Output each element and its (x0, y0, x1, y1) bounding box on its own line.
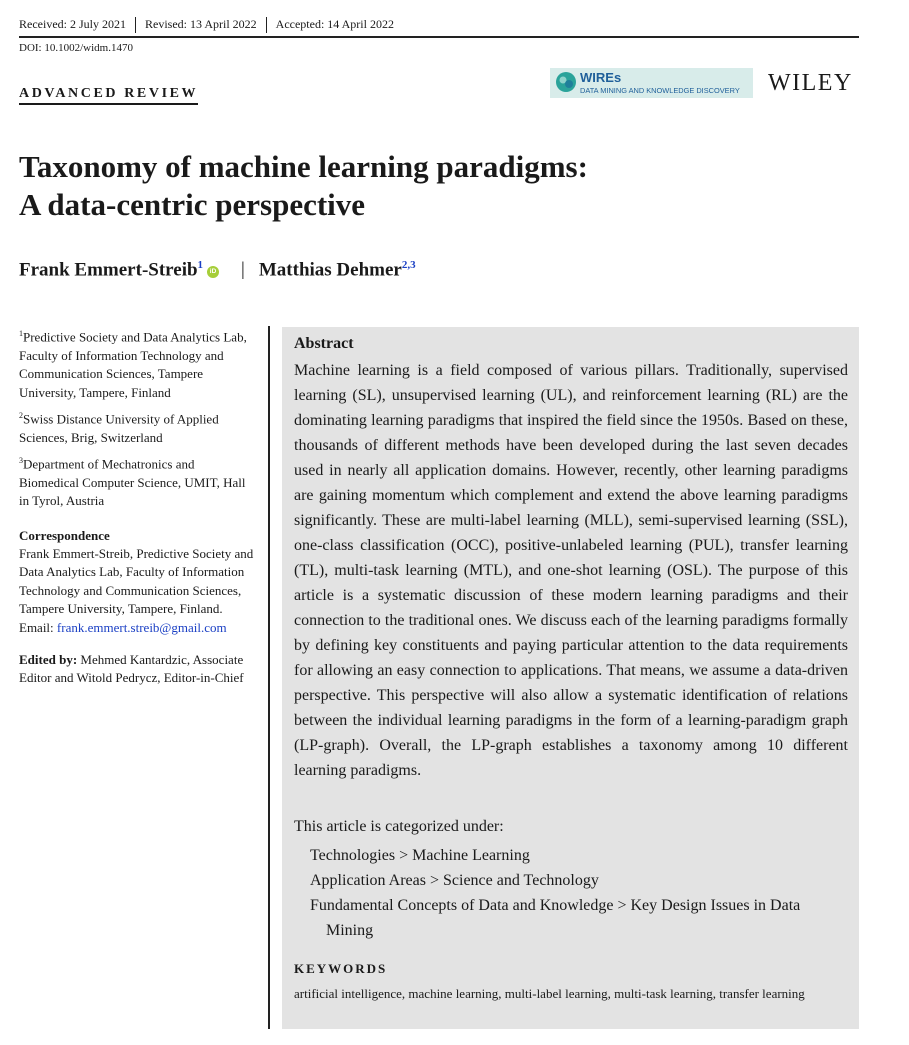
received-date: Received: 2 July 2021 (19, 17, 126, 31)
keywords-text: artificial intelligence, machine learning, multi-label learning, multi-task learning, transfer learning (294, 986, 805, 1001)
title-line-2: A data-centric perspective (19, 187, 366, 222)
article-title (19, 148, 819, 224)
category-item[interactable]: Fundamental Concepts of Data and Knowledge > Key Design Issues in Data Mining (310, 897, 801, 939)
title-line-1: Taxonomy of machine learning paradigms: (19, 149, 588, 184)
category-list (310, 843, 850, 943)
edited-by-text: Mehmed Kantardzic, Associate Editor and Witold Pedrycz, Editor-in-Chief (19, 652, 244, 686)
abstract-box (282, 327, 859, 1029)
article-dates (19, 17, 394, 33)
column-divider (268, 326, 270, 1029)
edited-by (19, 651, 257, 688)
header-rule (19, 36, 859, 38)
category-item[interactable]: Application Areas > Science and Technology (310, 872, 599, 889)
meta-divider (135, 17, 136, 33)
author-affiliation-link[interactable]: 1 (197, 259, 204, 271)
correspondence-address: Frank Emmert-Streib, Predictive Society and Data Analytics Lab, Faculty of Information Technology and Communication Sciences, Tampere University, Tampere, Finland. (19, 546, 254, 617)
keywords-heading: KEYWORDS (294, 961, 388, 976)
author-separator: | (241, 259, 245, 281)
journal-subtitle: DATA MINING AND KNOWLEDGE DISCOVERY (580, 86, 740, 95)
affiliation (19, 407, 257, 447)
abstract-text: Machine learning is a field composed of various pillars. Traditionally, supervised learning (SL), unsupervised learning (UL), and reinforcement learning (RL) are the dominating learning paradigms that inspired the field since the 1950s. Based on these, thousands of different methods have been developed during the last seven decades used in nearly all application domains. However, recently, other learning paradigms are gaining momentum which complement and extend the above learning paradigms significantly. These are multi-label learning (MLL), semi-supervised learning (SSL), one-class classification (OCC), positive-unlabeled learning (PUL), transfer learning (TL), multi-task learning (MTL), and one-shot learning (OSL). The purpose of this article is a systematic discussion of these modern learning paradigms and their connection to the traditional ones. We discuss each of the learning paradigms formally by defining key constituents and paying particular attention to the data requirements for allowing an easy connection to applications. That means, we assume a data-driven perspective. This perspective will also allow a systematic identification of relations between the individual learning paradigms in the form of a learning-paradigm graph (LP-graph). Overall, the LP-graph establishes a taxonomy among 10 different learning paradigms. (294, 362, 848, 779)
affiliation (19, 325, 257, 402)
author-name[interactable]: Matthias Dehmer (258, 259, 402, 281)
correspondence-text (19, 545, 257, 637)
correspondence-heading: Correspondence (19, 527, 110, 543)
section-label: ADVANCED REVIEW (19, 86, 198, 105)
author-list (19, 259, 416, 281)
email-link[interactable]: frank.emmert.streib@gmail.com (56, 619, 227, 635)
meta-divider (266, 17, 267, 33)
doi: DOI: 10.1002/widm.1470 (19, 42, 133, 54)
journal-logo[interactable] (550, 68, 753, 98)
affiliation-number: 3 (19, 456, 23, 466)
email-label: Email: (19, 619, 54, 635)
affiliation-number: 2 (19, 410, 23, 420)
journal-logo-icon (555, 71, 577, 93)
affiliation-text: Swiss Distance University of Applied Sciences, Brig, Switzerland (19, 411, 219, 445)
publisher-logo[interactable]: WILEY (768, 70, 853, 96)
author-affiliation-link[interactable]: 2,3 (401, 259, 416, 271)
author-name[interactable]: Frank Emmert-Streib (19, 259, 198, 281)
affiliation-text: Department of Mechatronics and Biomedical Computer Science, UMIT, Hall in Tyrol, Austria (19, 456, 246, 509)
accepted-date: Accepted: 14 April 2022 (275, 17, 394, 31)
edited-by-label: Edited by: (19, 652, 78, 668)
category-item[interactable]: Technologies > Machine Learning (310, 847, 530, 864)
revised-date: Revised: 13 April 2022 (144, 17, 257, 31)
categorized-intro: This article is categorized under: (294, 818, 504, 835)
affiliation-number: 1 (19, 329, 23, 338)
orcid-icon[interactable]: iD (207, 266, 219, 278)
abstract-heading: Abstract (294, 335, 354, 352)
journal-name: WIREs (580, 70, 622, 85)
affiliation-text: Predictive Society and Data Analytics Lab, Faculty of Information Technology and Communication Sciences, Tampere University, Tampere, Finland (19, 329, 247, 400)
affiliation (19, 452, 257, 511)
side-column (19, 325, 257, 693)
